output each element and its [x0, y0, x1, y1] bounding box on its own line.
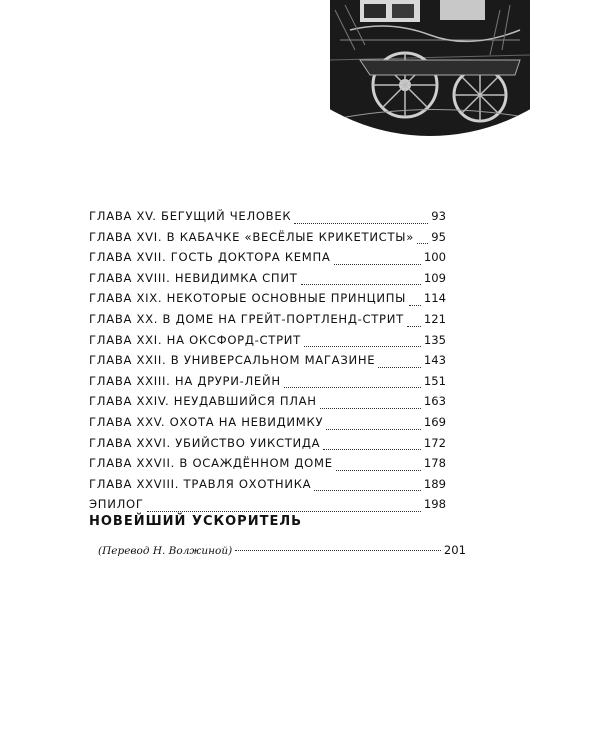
dot-leader	[336, 470, 421, 471]
dot-leader	[323, 449, 421, 450]
toc-entry	[89, 394, 446, 415]
page-number: 169	[423, 414, 446, 429]
toc-entry	[89, 271, 446, 292]
chapter-title: ГЛАВА XIX. НЕКОТОРЫЕ ОСНОВНЫЕ ПРИНЦИПЫ	[89, 291, 407, 306]
page-number: 198	[423, 497, 446, 512]
page-number: 201	[443, 543, 466, 557]
chapter-title: ГЛАВА XXIII. НА ДРУРИ-ЛЕЙН	[89, 373, 281, 388]
translator-toc-row	[98, 543, 466, 557]
dot-leader	[320, 408, 421, 409]
toc-entry	[89, 374, 446, 395]
chapter-title: ГЛАВА XVII. ГОСТЬ ДОКТОРА КЕМПА	[89, 250, 331, 265]
table-of-contents	[89, 209, 446, 518]
carriage-engraving-image	[330, 0, 530, 136]
page-number: 163	[423, 394, 446, 409]
page-number: 143	[423, 353, 446, 368]
chapter-title: ГЛАВА XXVI. УБИЙСТВО УИКСТИДА	[89, 435, 321, 450]
dot-leader	[147, 511, 421, 512]
toc-entry	[89, 436, 446, 457]
page-number: 135	[423, 332, 446, 347]
dot-leader	[284, 387, 421, 388]
toc-entry	[89, 230, 446, 251]
page-number: 114	[423, 291, 446, 306]
dot-leader	[304, 346, 421, 347]
chapter-title: ГЛАВА XV. БЕГУЩИЙ ЧЕЛОВЕК	[89, 209, 292, 223]
chapter-title: ГЛАВА XXII. В УНИВЕРСАЛЬНОМ МАГАЗИНЕ	[89, 353, 376, 368]
page-number: 121	[423, 311, 446, 326]
chapter-title: ГЛАВА XX. В ДОМЕ НА ГРЕЙТ-ПОРТЛЕНД-СТРИТ	[89, 311, 404, 326]
toc-entry	[89, 291, 446, 312]
toc-entry	[89, 312, 446, 333]
dot-leader	[294, 223, 428, 224]
section-title: НОВЕЙШИЙ УСКОРИТЕЛЬ	[89, 514, 303, 529]
page-number: 151	[423, 373, 446, 388]
toc-entry	[89, 415, 446, 436]
dot-leader	[378, 367, 421, 368]
page-number: 95	[431, 229, 446, 244]
dot-leader	[314, 490, 421, 491]
page-number: 178	[423, 456, 446, 471]
toc-entry	[89, 209, 446, 230]
page-number: 109	[423, 270, 446, 285]
dot-leader	[409, 305, 421, 306]
toc-entry	[89, 353, 446, 374]
dot-leader	[407, 326, 421, 327]
engraving-illustration	[330, 0, 530, 136]
page-number: 172	[423, 435, 446, 450]
page-number: 93	[431, 209, 446, 223]
dot-leader	[326, 429, 421, 430]
toc-entry	[89, 250, 446, 271]
dot-leader	[334, 264, 421, 265]
page-number: 189	[423, 476, 446, 491]
chapter-title: ГЛАВА XXI. НА ОКСФОРД-СТРИТ	[89, 332, 301, 347]
dot-leader	[235, 550, 441, 551]
chapter-title: ГЛАВА XVI. В КАБАЧКЕ «ВЕСЁЛЫЕ КРИКЕТИСТЫ»	[89, 229, 414, 244]
page-number: 100	[423, 250, 446, 265]
chapter-title: ГЛАВА XXV. ОХОТА НА НЕВИДИМКУ	[89, 414, 324, 429]
toc-entry	[89, 477, 446, 498]
translator-note: (Перевод Н. Волжиной)	[98, 545, 233, 557]
dot-leader	[417, 243, 428, 244]
dot-leader	[301, 284, 421, 285]
toc-entry	[89, 333, 446, 354]
toc-entry	[89, 456, 446, 477]
chapter-title: ГЛАВА XXVIII. ТРАВЛЯ ОХОТНИКА	[89, 476, 312, 491]
chapter-title: ЭПИЛОГ	[89, 497, 144, 512]
chapter-title: ГЛАВА XXVII. В ОСАЖДЁННОМ ДОМЕ	[89, 456, 333, 471]
chapter-title: ГЛАВА XVIII. НЕВИДИМКА СПИТ	[89, 270, 298, 285]
chapter-title: ГЛАВА XXIV. НЕУДАВШИЙСЯ ПЛАН	[89, 394, 317, 409]
